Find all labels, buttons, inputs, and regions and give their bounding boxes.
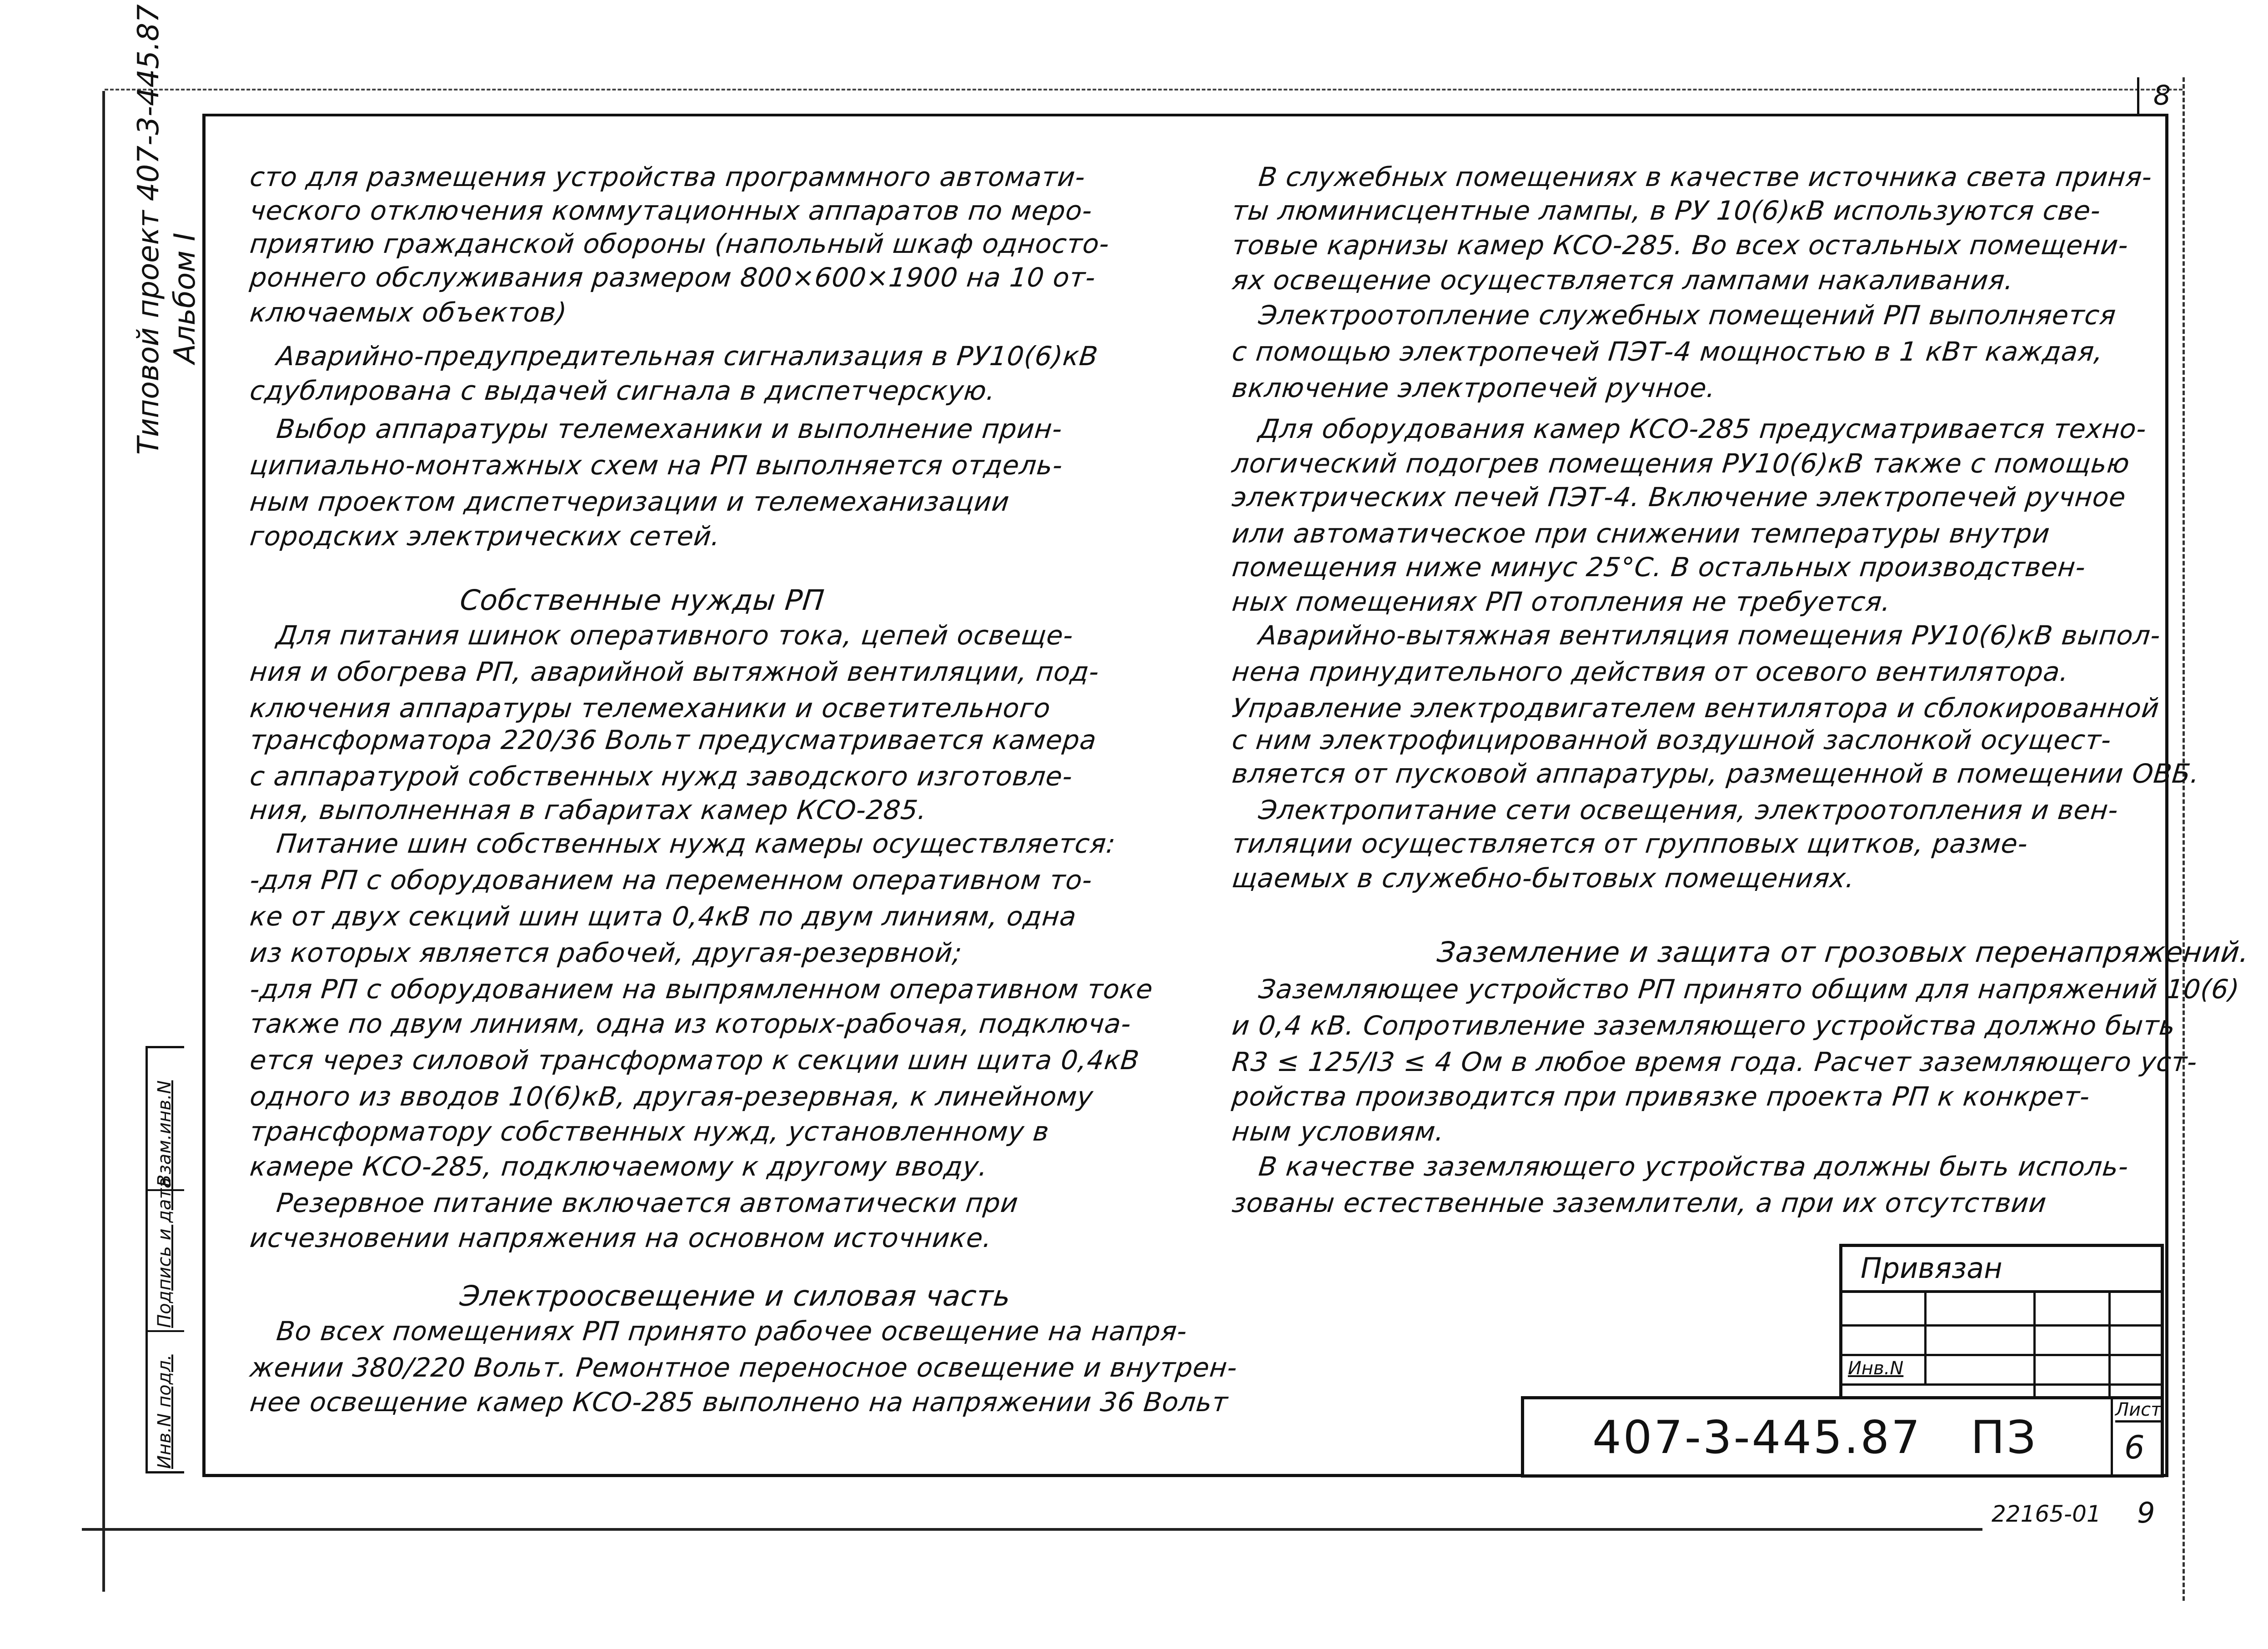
outer-border-bottom (82, 1528, 1982, 1531)
side-title-project: Типовой проект 407-3-445.87 (132, 4, 166, 455)
text-line: Резервное питание включается автоматически при (248, 1187, 1020, 1218)
section-heading: Заземление и защита от грозовых перенапряжений. (1435, 935, 2251, 969)
outer-border-right (2183, 77, 2185, 1601)
text-line: -для РП с оборудованием на переменном оперативном то- (248, 864, 1094, 895)
title-block-main (1521, 1396, 2164, 1478)
side-title-album: Альбом I (168, 232, 202, 364)
text-line: исчезновении напряжения на основном источнике. (248, 1222, 994, 1253)
text-line: и 0,4 кВ. Сопротивление заземляющего устройства должно быть (1230, 1010, 2177, 1041)
text-line: или автоматическое при снижении температуры внутри (1230, 518, 2052, 549)
text-line: одного из вводов 10(6)кВ, другая-резервная, к линейному (248, 1081, 1095, 1112)
text-line: В служебных помещениях в качестве источника света приня- (1230, 161, 2154, 192)
section-heading: Электроосвещение и силовая часть (458, 1279, 1013, 1312)
stamp-label-inv: Инв.N подл. (154, 1354, 175, 1469)
page-number: 8 (2137, 77, 2185, 114)
outer-border-top (105, 89, 2183, 90)
text-line: Управление электродвигателем вентилятора и сблокированной (1230, 693, 2161, 724)
document-designation: 407-3-445.87 ПЗ (1592, 1411, 2038, 1464)
text-line: жении 380/220 Вольт. Ремонтное переносное освещение и внутрен- (248, 1352, 1239, 1383)
stamp-label-signature: Подпись и дата (154, 1177, 175, 1328)
text-line: Электропитание сети освещения, электроотопления и вен- (1230, 794, 2120, 825)
text-line: включение электропечей ручное. (1230, 372, 1717, 403)
inv-number-label: Инв.N (1848, 1358, 1904, 1379)
text-line: зованы естественные заземлители, а при их отсутствии (1230, 1187, 2048, 1218)
text-line: Аварийно-вытяжная вентиляция помещения РУ10(6)кВ выпол- (1230, 620, 2163, 651)
outer-border-left (102, 91, 105, 1592)
approval-stamp-column (146, 1046, 184, 1473)
text-line: ты люминисцентные лампы, в РУ 10(6)кВ используются све- (1230, 195, 2102, 226)
text-line: вляется от пусковой аппаратуры, размещенной в помещении ОВБ. (1230, 758, 2202, 789)
text-line: с помощью электропечей ПЭТ-4 мощностью в 1 кВт каждая, (1230, 336, 2105, 367)
text-line: городских электрических сетей. (248, 521, 722, 552)
text-line: Аварийно-предупредительная сигнализация в РУ10(6)кВ (248, 340, 1100, 372)
privyazan-label: Привязан (1861, 1252, 2002, 1285)
stamp-label-replace: Взам.инв.N (154, 1080, 175, 1187)
text-line: ным проектом диспетчеризации и телемеханизации (248, 486, 1011, 517)
text-line: нена принудительного действия от осевого вентилятора. (1230, 656, 2071, 687)
text-line: трансформатору собственных нужд, установленному в (248, 1116, 1051, 1147)
text-line: помещения ниже минус 25°С. В остальных производствен- (1230, 551, 2087, 583)
text-line: ется через силовой трансформатор к секции шин щита 0,4кВ (248, 1045, 1141, 1076)
text-line: с ним электрофицированной воздушной заслонкой осущест- (1230, 724, 2113, 756)
text-line: ке от двух секций шин щита 0,4кВ по двум линиям, одна (248, 900, 1079, 932)
text-line: ных помещениях РП отопления не требуется. (1230, 586, 1892, 618)
text-line: электрических печей ПЭТ-4. Включение электропечей ручное (1230, 482, 2128, 513)
text-line: Питание шин собственных нужд камеры осуществляется: (248, 828, 1118, 859)
text-line: логический подогрев помещения РУ10(6)кВ также с помощью (1230, 448, 2132, 479)
text-line: Электроотопление служебных помещений РП выполняется (1230, 300, 2118, 331)
text-line: сдублирована с выдачей сигнала в диспетчерскую. (248, 375, 997, 407)
text-line: камере КСО-285, подключаемому к другому вводу. (248, 1151, 989, 1182)
section-heading: Собственные нужды РП (458, 583, 826, 617)
text-line: Выбор аппаратуры телемеханики и выполнение прин- (248, 413, 1064, 444)
text-line: также по двум линиям, одна из которых-рабочая, подключа- (248, 1008, 1133, 1040)
footer-page: 9 (2137, 1496, 2155, 1529)
text-line: тиляции осуществляется от групповых щитков, разме- (1230, 828, 2030, 859)
text-line: сто для размещения устройства программного автомати- (248, 161, 1087, 192)
order-number: 22165-01 (1992, 1501, 2101, 1527)
privyazan-block (1839, 1244, 2164, 1405)
text-line: роннего обслуживания размером 800×600×1900 на 10 от- (248, 261, 1098, 293)
text-line: с аппаратурой собственных нужд заводского изготовле- (248, 761, 1074, 792)
text-line: ключения аппаратуры телемеханики и осветительного (248, 693, 1053, 724)
text-line: щаемых в служебно-бытовых помещениях. (1230, 863, 1857, 894)
text-line: Во всех помещениях РП принято рабочее освещение на напря- (248, 1315, 1189, 1347)
text-line: ройства производится при привязке проекта РП к конкрет- (1230, 1081, 2092, 1112)
text-line: приятию гражданской обороны (напольный шкаф односто- (248, 228, 1111, 260)
text-line: ципиально-монтажных схем на РП выполняется отдель- (248, 449, 1064, 481)
text-line: -для РП с оборудованием на выпрямленном оперативном токе (248, 973, 1155, 1005)
text-line: ным условиям. (1230, 1116, 1446, 1147)
text-line: ях освещение осуществляется лампами накаливания. (1230, 265, 2016, 296)
text-line: R3 ≤ 125/I3 ≤ 4 Ом в любое время года. Расчет заземляющего уст- (1230, 1046, 2199, 1077)
text-line: Для питания шинок оперативного тока, цепей освеще- (248, 620, 1075, 651)
text-line: трансформатора 220/36 Вольт предусматривается камера (248, 724, 1099, 756)
text-line: из которых является рабочей, другая-резервной; (248, 937, 964, 968)
text-line: ния и обогрева РП, аварийной вытяжной вентиляции, под- (248, 656, 1101, 687)
sheet-label: Лист (2115, 1399, 2161, 1423)
text-line: ключаемых объектов) (248, 297, 569, 328)
text-line: ческого отключения коммутационных аппаратов по меро- (248, 195, 1094, 226)
text-line: В качестве заземляющего устройства должны быть исполь- (1230, 1151, 2130, 1182)
text-line: нее освещение камер КСО-285 выполнено на напряжении 36 Вольт (248, 1387, 1230, 1418)
text-line: товые карнизы камер КСО-285. Во всех остальных помещени- (1230, 230, 2130, 261)
text-line: Для оборудования камер КСО-285 предусматривается техно- (1230, 413, 2148, 444)
sheet-number: 6 (2124, 1429, 2145, 1466)
text-line: Заземляющее устройство РП принято общим для напряжений 10(6) (1230, 973, 2241, 1005)
text-line: ния, выполненная в габаритах камер КСО-285. (248, 794, 928, 825)
